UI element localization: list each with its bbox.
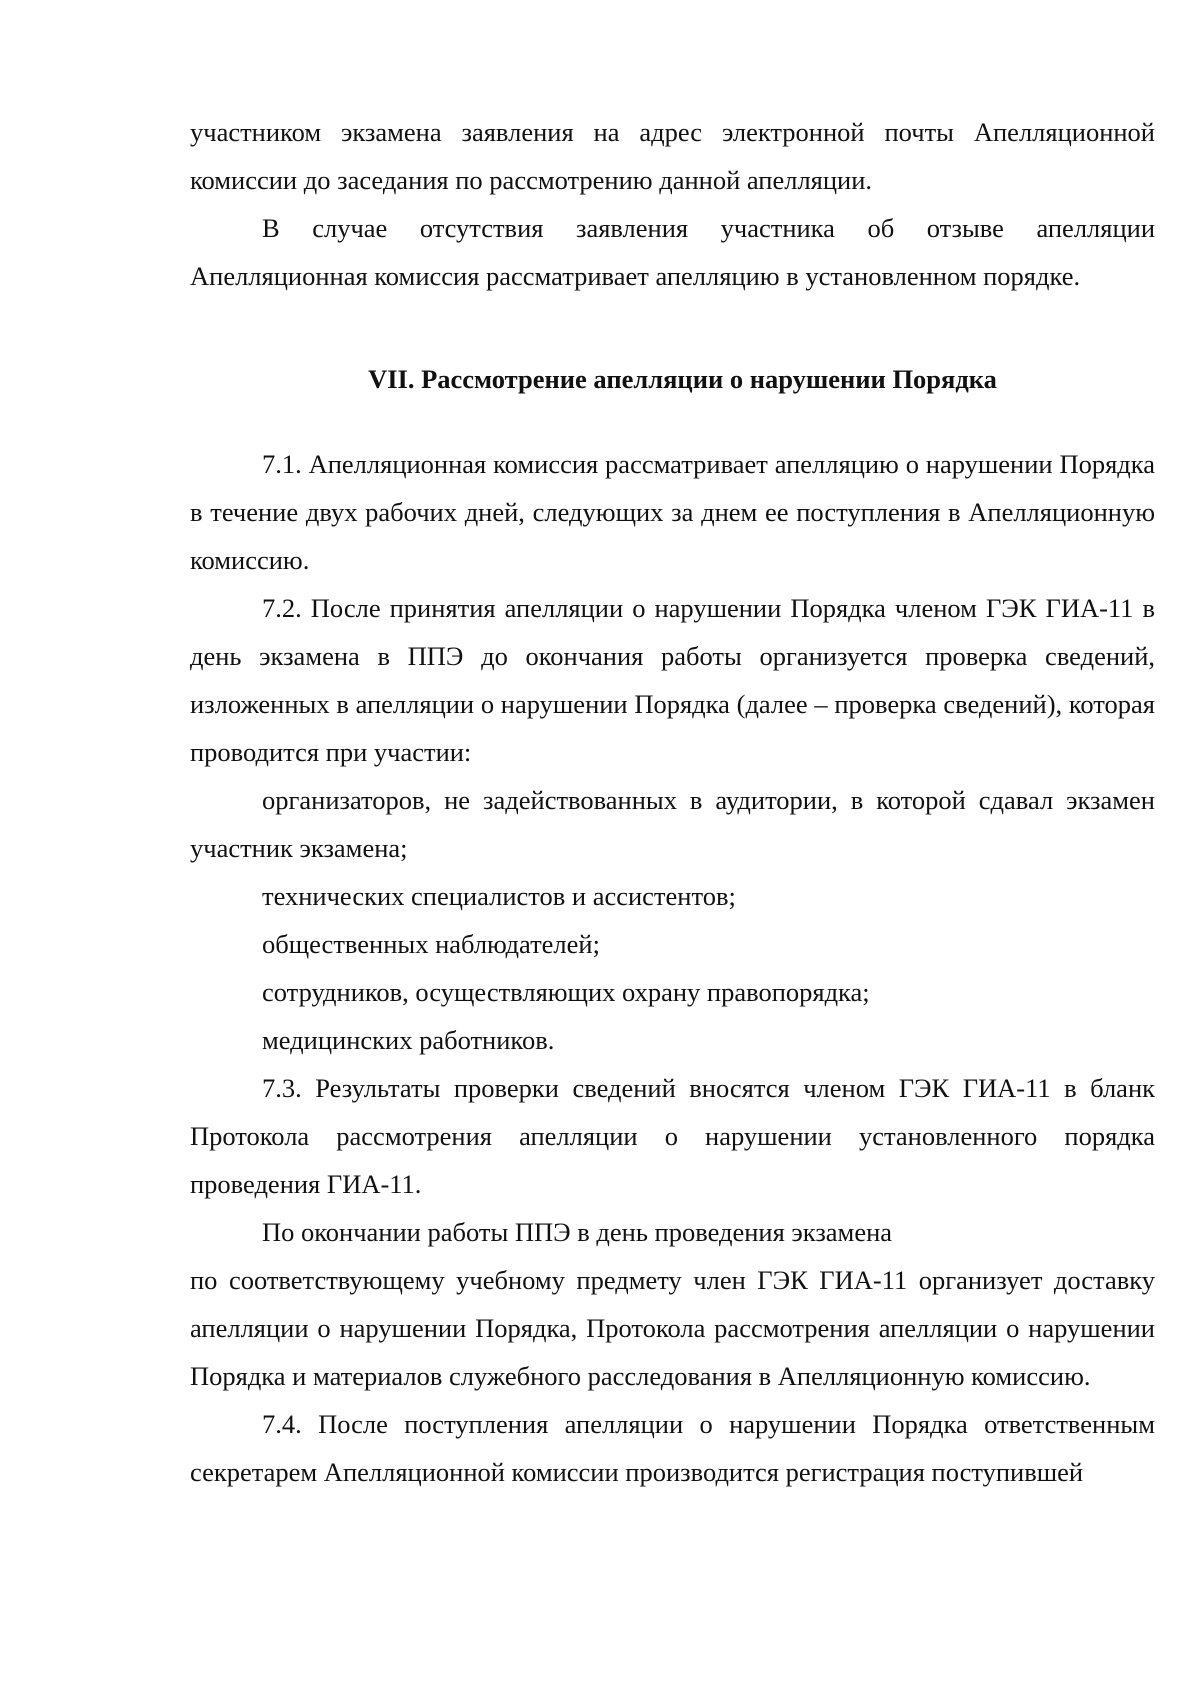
paragraph-7-4: 7.4. После поступления апелляции о нарушении Порядка ответственным секретарем Апелляционной комиссии производится регистрация поступившей [190,1409,1155,1487]
list-item-observers: общественных наблюдателей; [262,929,600,959]
list-item-law-enforcement: сотрудников, осуществляющих охрану правопорядка; [262,977,870,1007]
paragraph-7-2: 7.2. После принятия апелляции о нарушении Порядка членом ГЭК ГИА-11 в день экзамена в ППЭ до окончания работы организуется проверка сведений, изложенных в апелляции о нарушении Порядка (далее – проверка сведений), которая проводится при участии: [190,593,1155,767]
list-item-tech-specialists: технических специалистов и ассистентов; [262,881,736,911]
text-block-before-heading [190,108,1155,300]
paragraph-7-1: 7.1. Апелляционная комиссия рассматривает апелляцию о нарушении Порядка в течение двух рабочих дней, следующих за днем ее поступления в Апелляционную комиссию. [190,449,1155,575]
list-item-medical: медицинских работников. [262,1025,555,1055]
paragraph-withdrawal: В случае отсутствия заявления участника об отзыве апелляции Апелляционная комиссия рассматривает апелляцию в установленном порядке. [190,213,1155,291]
paragraph-delivery: по соответствующему учебному предмету член ГЭК ГИА-11 организует доставку апелляции о нарушении Порядка, Протокола рассмотрения апелляции о нарушении Порядка и материалов служебного расследования в Апелляционную комиссию. [190,1265,1155,1391]
list-item-organizers: организаторов, не задействованных в аудитории, в которой сдавал экзамен участник экзамена; [190,785,1155,863]
paragraph-after-exam-line: По окончании работы ППЭ в день проведения экзамена [262,1217,893,1247]
text-block-after-heading [190,440,1155,1496]
paragraph-continuation: участником экзамена заявления на адрес электронной почты Апелляционной комиссии до заседания по рассмотрению данной апелляции. [190,117,1155,195]
paragraph-7-3: 7.3. Результаты проверки сведений вносятся членом ГЭК ГИА-11 в бланк Протокола рассмотрения апелляции о нарушении установленного порядка проведения ГИА-11. [190,1073,1155,1199]
section-heading: VII. Рассмотрение апелляции о нарушении Порядка [368,364,997,394]
